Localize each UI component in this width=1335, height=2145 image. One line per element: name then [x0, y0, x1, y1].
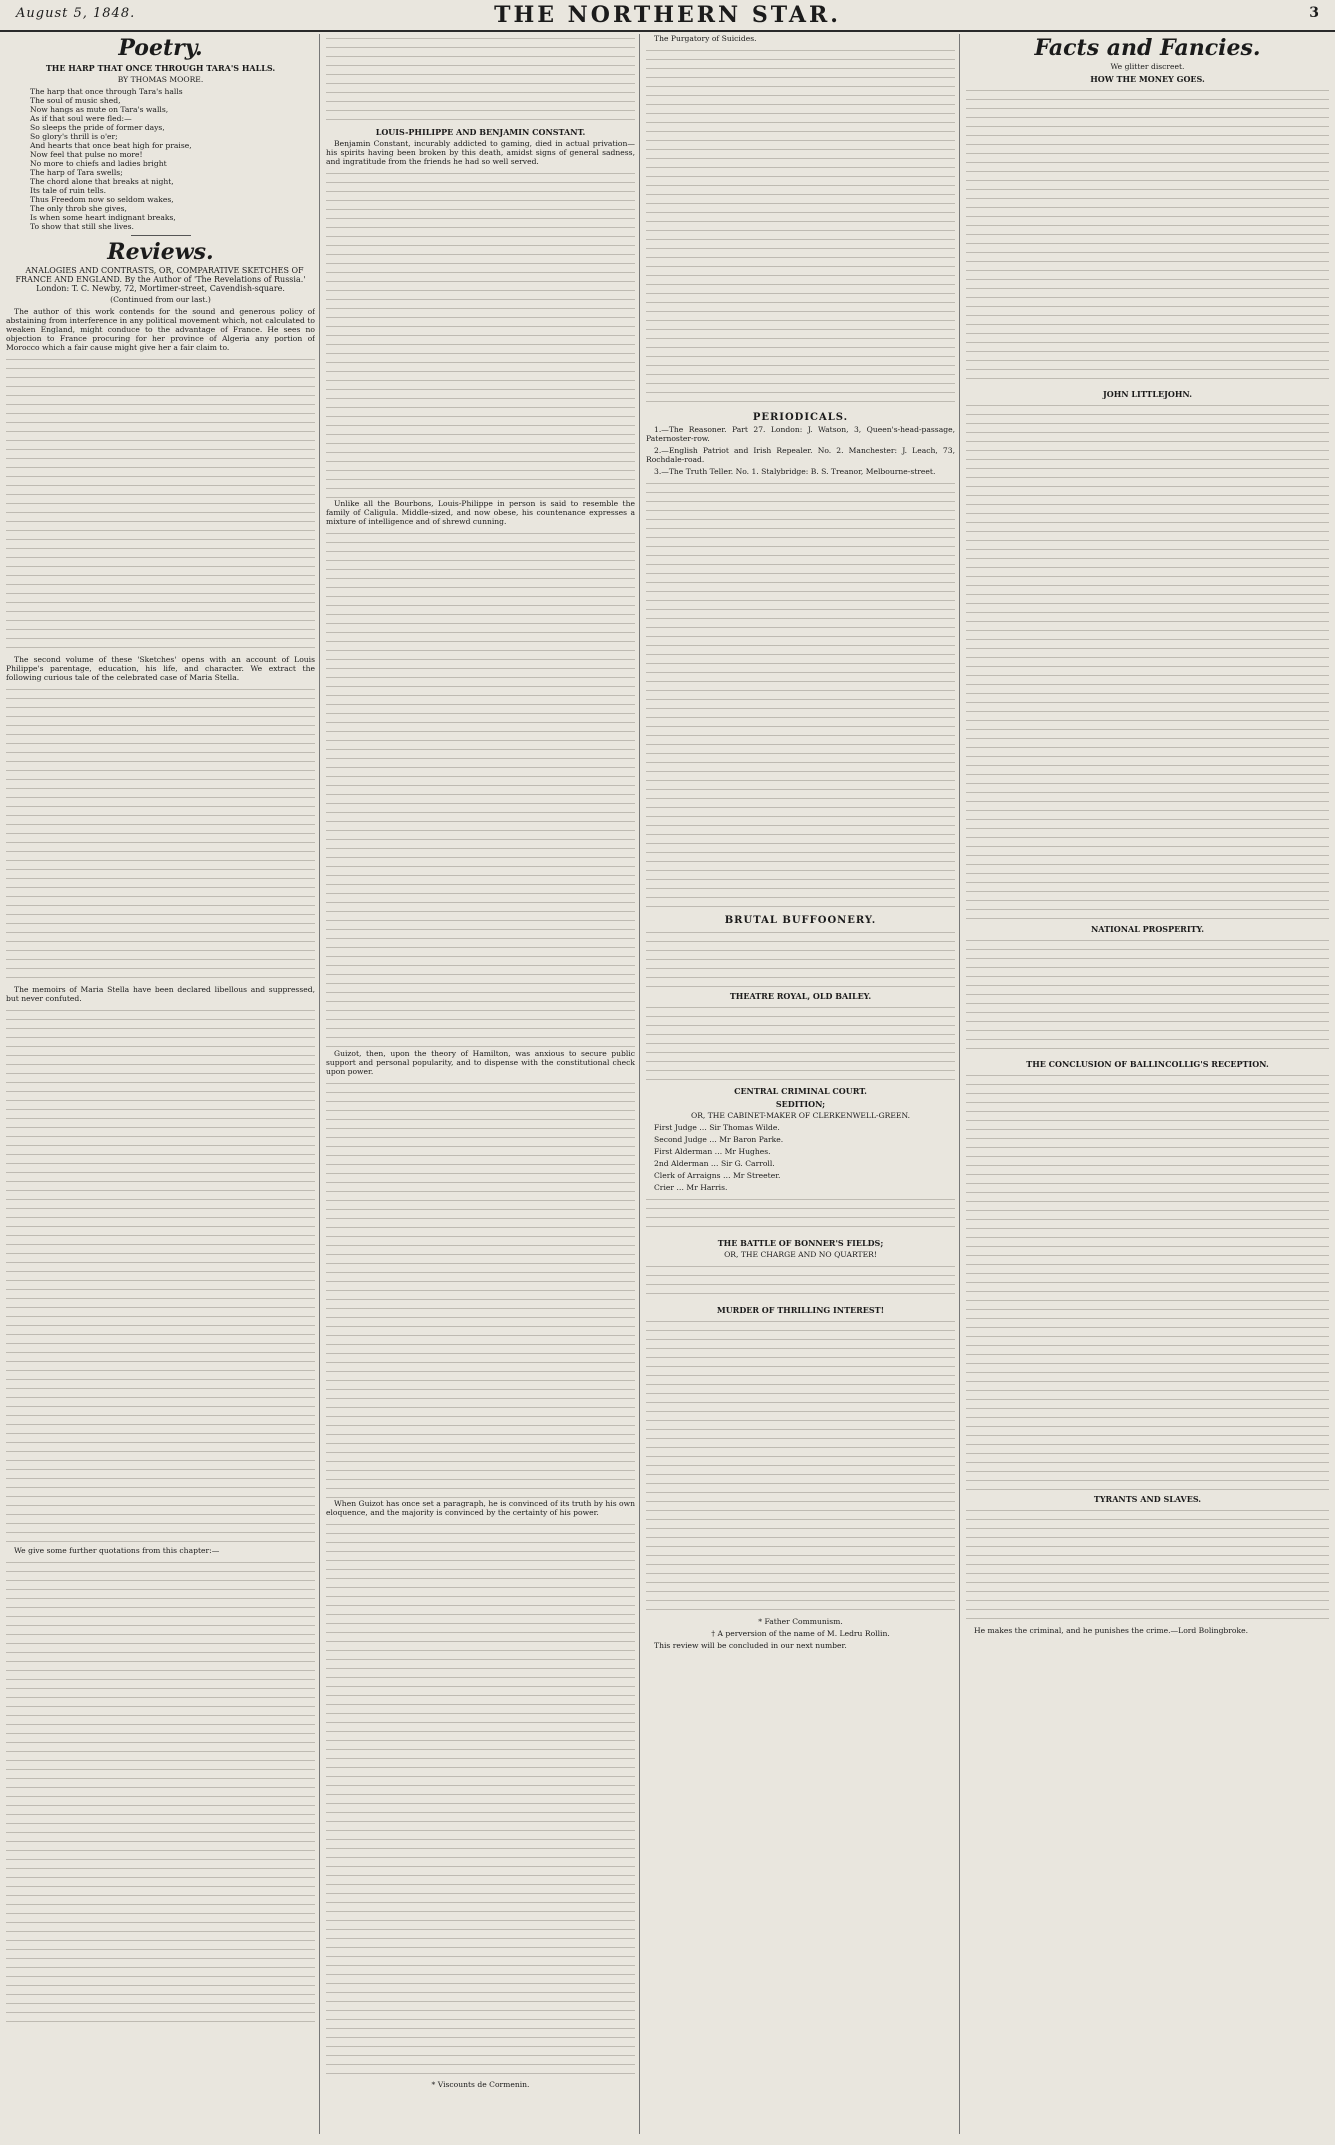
- article-paragraph: The second volume of these 'Sketches' opens with an account of Louis Philippe's parentage, education, his life, and character. We extract the following curious tale of the celebrated case of Maria Stella.: [6, 655, 315, 682]
- cast-row: Crier … Mr Harris.: [654, 1183, 728, 1192]
- cast-row: First Alderman … Mr Hughes.: [654, 1147, 771, 1156]
- cast-row: Second Judge … Mr Baron Parke.: [654, 1135, 784, 1144]
- periodicals-heading: PERIODICALS.: [752, 412, 849, 423]
- poem-line: Thus Freedom now so seldom wakes,: [30, 195, 174, 204]
- poem-line: Now hangs as mute on Tara's walls,: [30, 105, 169, 114]
- column-rule: [319, 34, 320, 2134]
- article-paragraph: Guizot, then, upon the theory of Hamilton, was anxious to secure public support and personal popularity, and to dispense with the constitutional check upon power.: [326, 1049, 635, 1076]
- review-title: ANALOGIES AND CONTRASTS, OR, COMPARATIVE SKETCHES OF FRANCE AND ENGLAND. By the Author of 'The Revelations of Russia.' London: T. C. Newby, 72, Mortimer-street, Cavendish-square.: [15, 266, 306, 293]
- sedition-heading: SEDITION;: [775, 1099, 826, 1109]
- court-heading: CENTRAL CRIMINAL COURT.: [734, 1086, 867, 1096]
- poem-line: The chord alone that breaks at night,: [30, 177, 174, 186]
- column-rule: [959, 34, 960, 2134]
- poem-line: Its tale of ruin tells.: [30, 186, 107, 195]
- section-heading: LOUIS-PHILIPPE AND BENJAMIN CONSTANT.: [375, 127, 586, 137]
- column-4: [966, 34, 1329, 2134]
- poem-line: To show that still she lives.: [30, 222, 134, 231]
- text-block: [646, 479, 955, 909]
- periodical-entry: 1.—The Reasoner. Part 27. London: J. Watson, 3, Queen's-head-passage, Paternoster-row.: [646, 425, 955, 443]
- text-block: [6, 1558, 315, 2028]
- text-block: [966, 86, 1329, 386]
- text-block: [6, 355, 315, 655]
- poem-line: So sleeps the pride of former days,: [30, 123, 165, 132]
- footnote: * Viscounts de Cormenin.: [431, 2080, 530, 2089]
- cast-list: [646, 1123, 955, 1192]
- footnote: * Father Communism.: [758, 1617, 843, 1626]
- closing-quote: He makes the criminal, and he punishes the crime.—Lord Bolingbroke.: [974, 1626, 1249, 1635]
- national-prosperity-heading: NATIONAL PROSPERITY.: [1090, 924, 1204, 934]
- article-paragraph: The memoirs of Maria Stella have been declared libellous and suppressed, but never confuted.: [6, 985, 315, 1003]
- sedition-subtitle: OR, THE CABINET-MAKER OF CLERKENWELL-GREEN.: [690, 1111, 911, 1120]
- text-block: [646, 1195, 955, 1235]
- poem-line: And hearts that once beat high for praise,: [30, 141, 192, 150]
- text-block: [326, 169, 635, 499]
- text-block: [326, 1079, 635, 1499]
- review-title: The Purgatory of Suicides.: [654, 34, 757, 43]
- text-block: [646, 1317, 955, 1617]
- periodical-entry: 3.—The Truth Teller. No. 1. Stalybridge: B. S. Treanor, Melbourne-street.: [654, 467, 936, 476]
- poem-line: The harp that once through Tara's halls: [30, 87, 183, 96]
- text-block: [646, 46, 955, 406]
- text-block: [646, 1003, 955, 1083]
- closing-note: This review will be concluded in our next number.: [654, 1641, 847, 1650]
- text-block: [966, 1506, 1329, 1626]
- text-block: [326, 1520, 635, 2080]
- column-1: [6, 34, 315, 2134]
- poem-title: THE HARP THAT ONCE THROUGH TARA'S HALLS.: [45, 63, 276, 73]
- column-rule: [639, 34, 640, 2134]
- battle-subtitle: OR, THE CHARGE AND NO QUARTER!: [724, 1250, 877, 1259]
- poem-title: JOHN LITTLEJOHN.: [1102, 389, 1193, 399]
- newspaper-title: THE NORTHERN STAR.: [494, 2, 841, 28]
- page-number: 3: [1309, 5, 1319, 21]
- text-block: [646, 1262, 955, 1302]
- article-paragraph: Unlike all the Bourbons, Louis-Philippe in person is said to resemble the family of Caligula. Middle-sized, and now obese, his countenance expresses a mixture of intelligence and of shrewd cunning.: [326, 499, 635, 526]
- text-block: [326, 529, 635, 1049]
- poem-line: So glory's thrill is o'er;: [30, 132, 118, 141]
- facts-and-fancies-heading: Facts and Fancies.: [1034, 35, 1261, 61]
- poem-line: The only throb she gives,: [30, 204, 127, 213]
- money-subheading: HOW THE MONEY GOES.: [1090, 74, 1205, 84]
- text-block: [966, 936, 1329, 1056]
- poem-body: [6, 87, 315, 231]
- poem-line: No more to chiefs and ladies bright: [30, 159, 167, 168]
- text-block: [6, 1006, 315, 1546]
- cast-row: Clerk of Arraigns … Mr Streeter.: [654, 1171, 781, 1180]
- article-paragraph: The author of this work contends for the sound and generous policy of abstaining from interference in any political movement which, not calculated to weaken England, might conduce to the advantage of France. He sees no objection to France procuring for her province of Algeria any portion of Morocco which a fair cause might give her a fair claim to.: [6, 307, 315, 352]
- text-block: [6, 685, 315, 985]
- article-paragraph: When Guizot has once set a paragraph, he is convinced of its truth by his own eloquence, and the majority is convinced by the certainty of his power.: [326, 1499, 635, 1517]
- section-motto: We glitter discreet.: [1110, 62, 1185, 71]
- poem-line: Now feel that pulse no more!: [30, 150, 143, 159]
- column-3: [646, 34, 955, 2134]
- periodical-entry: 2.—English Patriot and Irish Repealer. No. 2. Manchester: J. Leach, 73, Rochdale-road.: [646, 446, 955, 464]
- brutal-buffoonery-heading: BRUTAL BUFFOONERY.: [724, 915, 877, 926]
- poem-line: The harp of Tara swells;: [30, 168, 123, 177]
- continued-note: (Continued from our last.): [110, 295, 211, 304]
- column-2: [326, 34, 635, 2134]
- poem-block: [966, 401, 1329, 921]
- masthead: [0, 0, 1335, 32]
- text-block: [326, 34, 635, 124]
- cast-row: First Judge … Sir Thomas Wilde.: [654, 1123, 780, 1132]
- reviews-heading: Reviews.: [107, 239, 214, 265]
- poem-line: As if that soul were fled:—: [30, 114, 132, 123]
- poem-author: BY THOMAS MOORE.: [117, 75, 204, 84]
- theatre-heading: THEATRE ROYAL, OLD BAILEY.: [729, 991, 872, 1001]
- divider: [131, 235, 191, 236]
- cast-row: 2nd Alderman … Sir G. Carroll.: [654, 1159, 775, 1168]
- tyrants-heading: TYRANTS AND SLAVES.: [1093, 1494, 1202, 1504]
- poem-line: The soul of music shed,: [30, 96, 121, 105]
- ballincollig-heading: THE CONCLUSION OF BALLINCOLLIG'S RECEPTION.: [1026, 1059, 1269, 1069]
- murder-heading: MURDER OF THRILLING INTEREST!: [716, 1305, 885, 1315]
- poetry-heading: Poetry.: [118, 35, 203, 61]
- footnote: † A perversion of the name of M. Ledru Rollin.: [711, 1629, 890, 1638]
- article-paragraph: We give some further quotations from this chapter:—: [14, 1546, 220, 1555]
- battle-heading: THE BATTLE OF BONNER'S FIELDS;: [717, 1238, 884, 1248]
- text-block: [646, 928, 955, 988]
- issue-date: August 5, 1848.: [16, 6, 136, 21]
- article-paragraph: Benjamin Constant, incurably addicted to gaming, died in actual privation—his spirits having been broken by this death, amidst signs of general sadness, and ingratitude from the friends he had so well served.: [326, 139, 635, 166]
- text-block: [966, 1071, 1329, 1491]
- poem-line: Is when some heart indignant breaks,: [30, 213, 176, 222]
